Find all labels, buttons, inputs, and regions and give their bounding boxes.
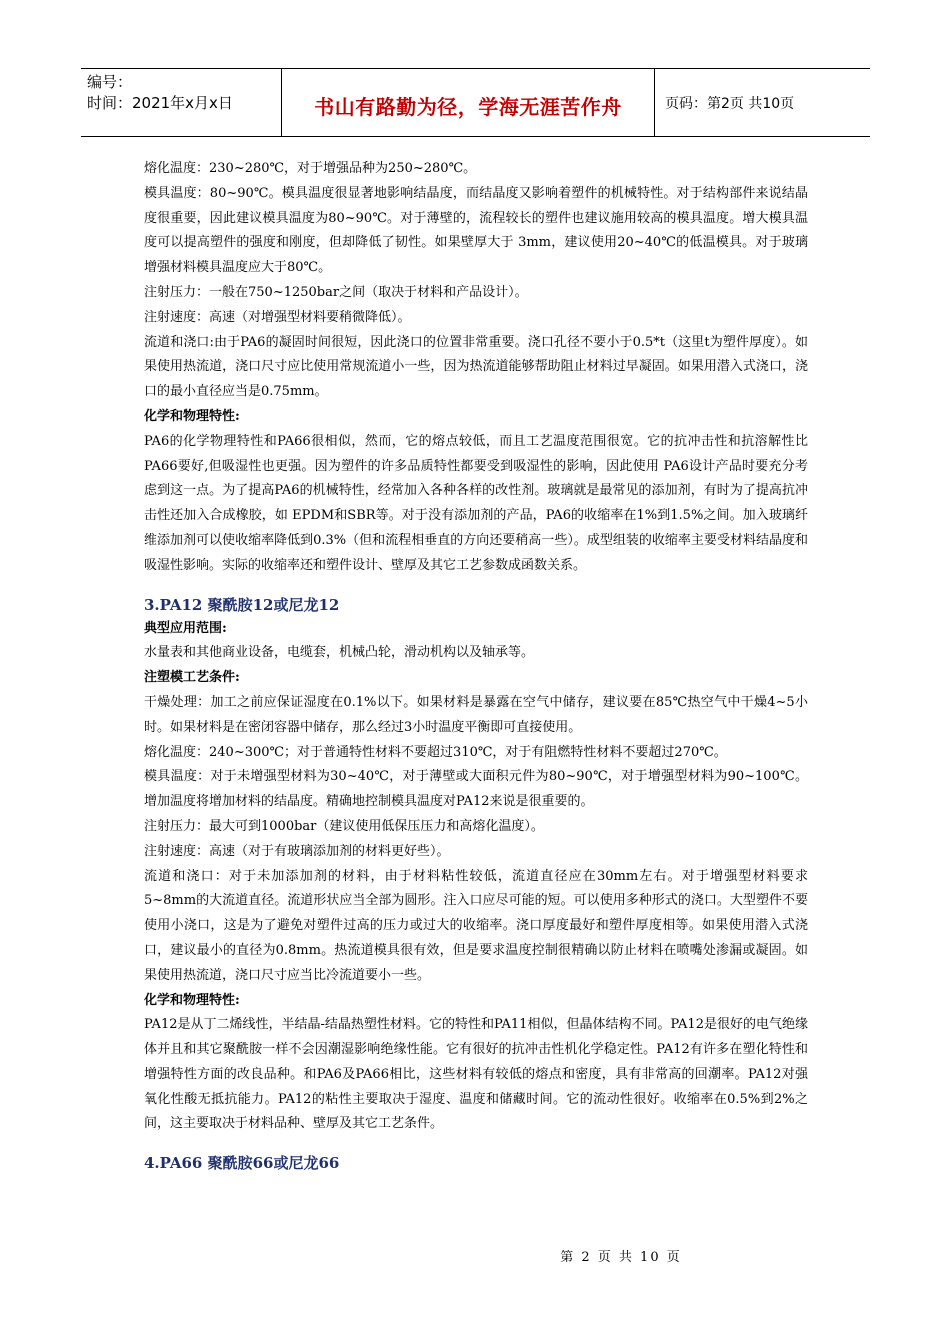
document-number-label: 编号： xyxy=(87,73,133,91)
pa6-runner-gate: 流道和浇口:由于PA6的凝固时间很短，因此浇口的位置非常重要。浇口孔径不要小于0.5*t（这里t为塑件厚度）。如果使用热流道，浇口尺寸应比使用常规流道小一些，因为热流道能够帮助阻止材料过早凝固。如果用潜入式浇口，浇口的最小直径应当是0.75mm。 xyxy=(144,334,808,400)
pa6-mold-temp: 模具温度：80~90℃。模具温度很显著地影响结晶度，而结晶度又影响着塑件的机械特性。对于结构部件来说结晶度很重要，因此建议模具温度为80~90℃。对于薄壁的，流程较长的塑件也建议施用较高的模具温度。增大模具温度可以提高塑件的强度和刚度，但却降低了韧性。如果壁厚大于 3mm，建议使用20~40℃的低温模具。对于玻璃增强材料模具温度应大于80℃。 xyxy=(144,185,808,276)
pa6-melt-temp: 熔化温度：230~280℃，对于增强品种为250~280℃。 xyxy=(144,161,477,176)
pa12-injection-speed: 注射速度：高速（对于有玻璃添加剂的材料更好些）。 xyxy=(144,843,450,859)
document-time-label: 时间：2021年x月x日 xyxy=(87,94,233,112)
pa6-chem-label: 化学和物理特性: xyxy=(144,408,240,424)
pa12-injection-pressure: 注射压力：最大可到1000bar（建议使用低保压压力和高熔化温度）。 xyxy=(144,818,544,834)
section-title-pa12: 3.PA12 聚酰胺12或尼龙12 xyxy=(144,595,340,614)
pa12-mold-temp: 模具温度：对于未增强型材料为30~40℃，对于薄壁或大面积元件为80~90℃，对于增强型材料为90~100℃。增加温度将增加材料的结晶度。精确地控制模具温度对PA12来说是很重要的。 xyxy=(144,769,808,810)
header-motto-cell xyxy=(282,69,655,136)
pa12-melt-temp: 熔化温度：240~300℃；对于普通特性材料不要超过310℃，对于有阻燃特性材料不要超过270℃。 xyxy=(144,744,727,760)
section-title-pa66: 4.PA66 聚酰胺66或尼龙66 xyxy=(144,1154,340,1173)
pa12-chem-text: PA12是从丁二烯线性，半结晶-结晶热塑性材料。它的特性和PA11相似，但晶体结构不同。PA12是很好的电气绝缘体并且和其它聚酰胺一样不会因潮湿影响绝缘性能。它有很好的抗冲击性机化学稳定性。PA12有许多在塑化特性和增强特性方面的改良品种。和PA6及PA66相比，这些材料有较低的熔点和密度，具有非常高的回潮率。PA12对强氧化性酸无抵抗能力。PA12的粘性主要取决于湿度、温度和储藏时间。它的流动性很好。收缩率在0.5%到2%之间，这主要取决于材料品种、壁厚及其它工艺条件。 xyxy=(144,1017,808,1132)
document-body xyxy=(144,157,808,1175)
header-page-cell xyxy=(655,69,870,136)
pa12-chem-label: 化学和物理特性: xyxy=(144,992,240,1008)
header-motto: 书山有路勤为径，学海无涯苦作舟 xyxy=(314,95,622,119)
page-header xyxy=(81,68,870,137)
header-page-info: 页码：第2页 共10页 xyxy=(665,95,795,112)
pa12-runner-gate: 流道和浇口：对于未加添加剂的材料，由于材料粘性较低，流道直径应在30mm左右。对于增强型材料要求5~8mm的大流道直径。流道形状应当全部为圆形。注入口应尽可能的短。可以使用多种形式的浇口。大型塑件不要使用小浇口，这是为了避免对塑件过高的压力或过大的收缩率。浇口厚度最好和塑件厚度相等。如果使用潜入式浇口，建议最小的直径为0.8mm。热流道模具很有效，但是要求温度控制很精确以防止材料在喷嘴处渗漏或凝固。如果使用热流道，浇口尺寸应当比冷流道要小一些。 xyxy=(144,868,808,983)
pa12-application-label: 典型应用范围: xyxy=(144,620,227,636)
pa6-injection-speed: 注射速度：高速（对增强型材料要稍微降低）。 xyxy=(144,309,411,325)
pa12-application-text: 水量表和其他商业设备，电缆套，机械凸轮，滑动机构以及轴承等。 xyxy=(144,645,535,661)
pa12-process-label: 注塑模工艺条件: xyxy=(144,670,240,686)
pa6-chem-text: PA6的化学物理特性和PA66很相似，然而，它的熔点较低，而且工艺温度范围很宽。它的抗冲击性和抗溶解性比PA66要好,但吸湿性也更强。因为塑件的许多品质特性都要受到吸湿性的影响，因此使用 PA6设计产品时要充分考虑到这一点。为了提高PA6的机械特性，经常加入各种各样的改性剂。玻璃就是最常见的添加剂，有时为了提高抗冲击性还加入合成橡胶，如 EPDM和SBR等。对于没有添加剂的产品，PA6的收缩率在1%到1.5%之间。加入玻璃纤维添加剂可以使收缩率降低到0.3%（但和流程相垂直的方向还要稍高一些）。成型组装的收缩率主要受材料结晶度和吸湿性影响。实际的收缩率还和塑件设计、壁厚及其它工艺参数成函数关系。 xyxy=(144,433,808,573)
pa12-drying: 干燥处理：加工之前应保证湿度在0.1%以下。如果材料是暴露在空气中储存，建议要在85℃热空气中干燥4~5小时。如果材料是在密闭容器中储存，那么经过3小时温度平衡即可直接使用。 xyxy=(144,694,808,735)
header-meta-cell xyxy=(81,69,282,136)
pa6-injection-pressure: 注射压力：一般在750~1250bar之间（取决于材料和产品设计）。 xyxy=(144,284,528,300)
page-footer: 第 2 页 共 10 页 xyxy=(560,1250,682,1265)
